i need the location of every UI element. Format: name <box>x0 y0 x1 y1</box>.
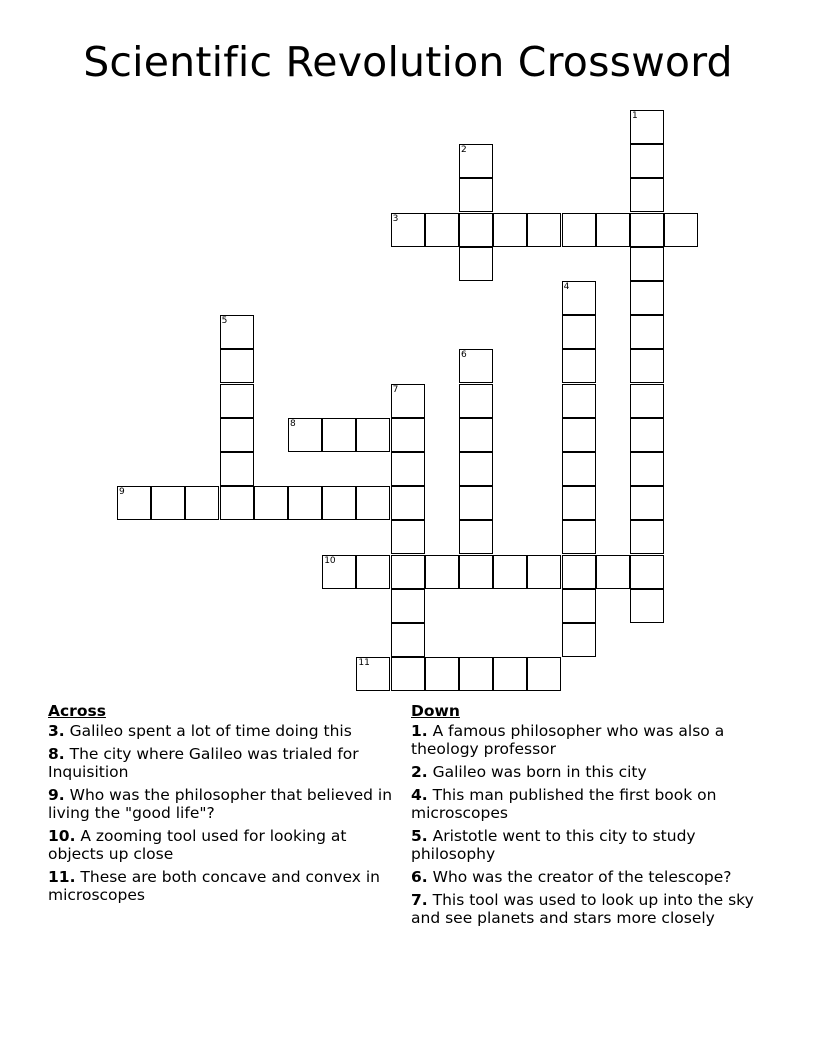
grid-cell[interactable] <box>220 418 254 452</box>
grid-cell[interactable] <box>391 452 425 486</box>
grid-cell[interactable] <box>459 247 493 281</box>
grid-cell[interactable] <box>630 110 664 144</box>
grid-cell[interactable] <box>562 520 596 554</box>
grid-cell[interactable] <box>630 178 664 212</box>
clue-text: A famous philosopher who was also a theology professor <box>411 722 725 758</box>
grid-cell[interactable] <box>562 623 596 657</box>
grid-cell[interactable] <box>220 452 254 486</box>
clue-text: Aristotle went to this city to study philosophy <box>411 827 696 863</box>
across-clue <box>48 827 393 863</box>
grid-cell[interactable] <box>596 213 630 247</box>
grid-cell[interactable] <box>459 349 493 383</box>
clue-number: 6 <box>461 350 467 361</box>
grid-cell[interactable] <box>356 418 390 452</box>
clue-text: Galileo was born in this city <box>427 763 647 781</box>
clue-number: 3 <box>392 213 399 224</box>
clue-text: This tool was used to look up into the sky and see planets and stars more closely <box>411 891 754 927</box>
grid-cell[interactable] <box>562 349 596 383</box>
down-clue <box>411 722 781 758</box>
grid-cell[interactable] <box>630 520 664 554</box>
clue-text: Galileo spent a lot of time doing this <box>64 722 352 740</box>
grid-cell[interactable] <box>664 213 698 247</box>
clue-label: 6. <box>411 868 428 886</box>
grid-cell[interactable] <box>117 486 151 520</box>
grid-cell[interactable] <box>630 589 664 623</box>
grid-cell[interactable] <box>459 520 493 554</box>
clue-text: Who was the creator of the telescope? <box>427 868 732 886</box>
grid-cell[interactable] <box>288 418 322 452</box>
across-clue <box>48 786 393 822</box>
grid-cell[interactable] <box>459 384 493 418</box>
clue-number: 11 <box>358 658 370 669</box>
grid-cell[interactable] <box>562 315 596 349</box>
grid-cell[interactable] <box>459 178 493 212</box>
grid-cell[interactable] <box>562 486 596 520</box>
grid-cell[interactable] <box>391 657 425 691</box>
down-clues <box>411 702 781 932</box>
grid-cell[interactable] <box>630 384 664 418</box>
grid-cell[interactable] <box>220 315 254 349</box>
grid-cell[interactable] <box>391 384 425 418</box>
down-heading: Down <box>411 702 460 720</box>
grid-cell[interactable] <box>322 555 356 589</box>
clue-number: 8 <box>290 418 296 429</box>
clue-label: 3. <box>48 722 65 740</box>
grid-cell[interactable] <box>391 418 425 452</box>
grid-cell[interactable] <box>562 281 596 315</box>
grid-cell[interactable] <box>151 486 185 520</box>
grid-cell[interactable] <box>356 486 390 520</box>
page-title: Scientific Revolution Crossword <box>83 38 733 86</box>
clue-text: A zooming tool used for looking at objects up close <box>48 827 347 863</box>
clue-label: 7. <box>411 891 428 909</box>
grid-cell[interactable] <box>322 418 356 452</box>
grid-cell[interactable] <box>391 486 425 520</box>
grid-cell[interactable] <box>391 555 425 589</box>
grid-cell[interactable] <box>356 657 390 691</box>
grid-cell[interactable] <box>630 555 664 589</box>
clue-label: 9. <box>48 786 65 804</box>
clue-label: 5. <box>411 827 428 845</box>
grid-cell[interactable] <box>630 213 664 247</box>
grid-cell[interactable] <box>493 555 527 589</box>
grid-cell[interactable] <box>391 520 425 554</box>
grid-cell[interactable] <box>185 486 219 520</box>
across-clue <box>48 722 393 740</box>
down-clue <box>411 891 781 927</box>
across-clue <box>48 868 393 904</box>
grid-cell[interactable] <box>459 452 493 486</box>
down-clue <box>411 827 781 863</box>
grid-cell[interactable] <box>527 213 561 247</box>
grid-cell[interactable] <box>459 657 493 691</box>
grid-cell[interactable] <box>459 144 493 178</box>
grid-cell[interactable] <box>562 555 596 589</box>
grid-cell[interactable] <box>220 486 254 520</box>
grid-cell[interactable] <box>220 349 254 383</box>
clue-text: This man published the first book on microscopes <box>411 786 717 822</box>
grid-cell[interactable] <box>630 247 664 281</box>
grid-cell[interactable] <box>596 555 630 589</box>
across-clue <box>48 745 393 781</box>
down-clue <box>411 868 781 886</box>
clue-text: The city where Galileo was trialed for Inquisition <box>48 745 359 781</box>
grid-cell[interactable] <box>425 555 459 589</box>
grid-cell[interactable] <box>630 315 664 349</box>
grid-cell[interactable] <box>425 213 459 247</box>
grid-cell[interactable] <box>562 418 596 452</box>
grid-cell[interactable] <box>220 384 254 418</box>
clue-label: 4. <box>411 786 428 804</box>
grid-cell[interactable] <box>459 555 493 589</box>
grid-cell[interactable] <box>562 384 596 418</box>
clue-label: 1. <box>411 722 428 740</box>
grid-cell[interactable] <box>630 281 664 315</box>
across-heading: Across <box>48 702 106 720</box>
grid-cell[interactable] <box>493 213 527 247</box>
clue-number: 2 <box>461 145 467 156</box>
clue-number: 10 <box>324 555 336 566</box>
clue-text: These are both concave and convex in microscopes <box>48 868 380 904</box>
grid-cell[interactable] <box>630 486 664 520</box>
grid-cell[interactable] <box>459 418 493 452</box>
grid-cell[interactable] <box>527 657 561 691</box>
clue-label: 10. <box>48 827 76 845</box>
grid-cell[interactable] <box>254 486 288 520</box>
down-clue <box>411 763 781 781</box>
grid-cell[interactable] <box>562 452 596 486</box>
clue-number: 7 <box>392 384 399 395</box>
grid-cell[interactable] <box>630 349 664 383</box>
grid-cell[interactable] <box>562 213 596 247</box>
grid-cell[interactable] <box>391 623 425 657</box>
grid-cell[interactable] <box>425 657 459 691</box>
grid-cell[interactable] <box>288 486 322 520</box>
clue-label: 8. <box>48 745 65 763</box>
clue-number: 9 <box>119 487 125 498</box>
grid-cell[interactable] <box>391 589 425 623</box>
clue-label: 2. <box>411 763 428 781</box>
grid-cell[interactable] <box>527 555 561 589</box>
clue-label: 11. <box>48 868 76 886</box>
clue-number: 5 <box>221 316 228 327</box>
clue-number: 4 <box>563 282 570 292</box>
clue-text: Who was the philosopher that believed in living the "good life"? <box>48 786 393 822</box>
grid-cell[interactable] <box>459 213 493 247</box>
across-clues <box>48 702 393 909</box>
grid-cell[interactable] <box>562 589 596 623</box>
grid-cell[interactable] <box>630 418 664 452</box>
grid-cell[interactable] <box>630 144 664 178</box>
down-clue <box>411 786 781 822</box>
grid-cell[interactable] <box>391 213 425 247</box>
clue-number: 1 <box>632 111 638 121</box>
grid-cell[interactable] <box>356 555 390 589</box>
grid-cell[interactable] <box>493 657 527 691</box>
grid-cell[interactable] <box>630 452 664 486</box>
grid-cell[interactable] <box>322 486 356 520</box>
grid-cell[interactable] <box>459 486 493 520</box>
